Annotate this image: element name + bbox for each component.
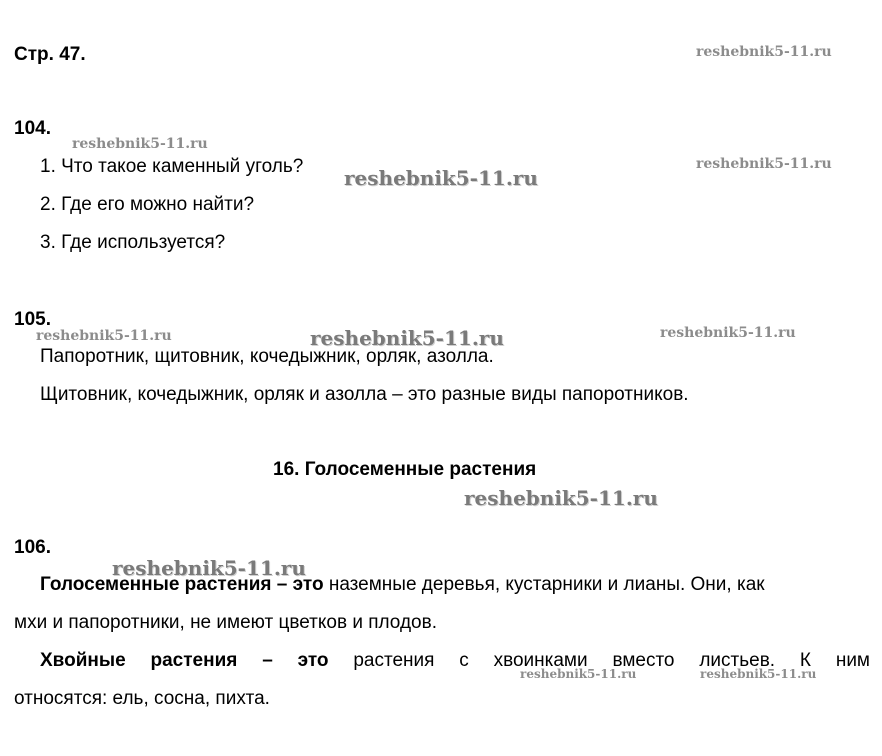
p2-word: К bbox=[799, 650, 811, 671]
p2-word: это bbox=[297, 650, 329, 671]
watermark: reshebnik5-11.ru bbox=[72, 136, 208, 152]
definition-text: наземные деревья, кустарники и лианы. Они, как bbox=[323, 574, 765, 595]
task-105-answer-line: Щитовник, кочедыжник, орляк и азолла – это разные виды папоротников. bbox=[40, 384, 689, 405]
watermark: reshebnik5-11.ru bbox=[520, 667, 637, 681]
p2-word: – bbox=[262, 650, 273, 671]
watermark: reshebnik5-11.ru bbox=[344, 166, 538, 190]
p2-word: ним bbox=[835, 650, 870, 671]
p2-word: растения bbox=[353, 650, 435, 671]
watermark: reshebnik5-11.ru bbox=[660, 325, 796, 341]
watermark: reshebnik5-11.ru bbox=[112, 556, 306, 580]
task-104-question-3: 3. Где используется? bbox=[40, 232, 226, 253]
task-104-question-1: 1. Что такое каменный уголь? bbox=[40, 156, 304, 177]
watermark: reshebnik5-11.ru bbox=[696, 156, 832, 172]
watermark: reshebnik5-11.ru bbox=[310, 326, 504, 350]
p2-word: Хвойные bbox=[40, 650, 126, 671]
section-title: 16. Голосеменные растения bbox=[273, 459, 537, 480]
watermark: reshebnik5-11.ru bbox=[700, 667, 817, 681]
watermark: reshebnik5-11.ru bbox=[464, 486, 658, 510]
p2-word: вместо bbox=[612, 650, 675, 671]
watermark: reshebnik5-11.ru bbox=[36, 328, 172, 344]
task-106-paragraph-2-line-2: относятся: ель, сосна, пихта. bbox=[14, 688, 270, 709]
task-105-number: 105. bbox=[14, 309, 51, 330]
p2-word: растения bbox=[150, 650, 238, 671]
task-106-paragraph-1-line-2: мхи и папоротники, не имеют цветков и плодов. bbox=[14, 612, 437, 633]
p2-word: листьев. bbox=[699, 650, 776, 671]
page-label: Стр. 47. bbox=[14, 44, 86, 65]
task-106-number: 106. bbox=[14, 537, 51, 558]
task-104-question-2: 2. Где его можно найти? bbox=[40, 194, 255, 215]
task-104-number: 104. bbox=[14, 118, 51, 139]
p2-word: с bbox=[459, 650, 469, 671]
task-105-list-line: Папоротник, щитовник, кочедыжник, орляк, азолла. bbox=[40, 346, 494, 367]
definition-term-gymnosperms: Голосеменные растения – это bbox=[40, 574, 324, 595]
watermark: reshebnik5-11.ru bbox=[696, 44, 832, 60]
p2-word: хвоинками bbox=[493, 650, 588, 671]
